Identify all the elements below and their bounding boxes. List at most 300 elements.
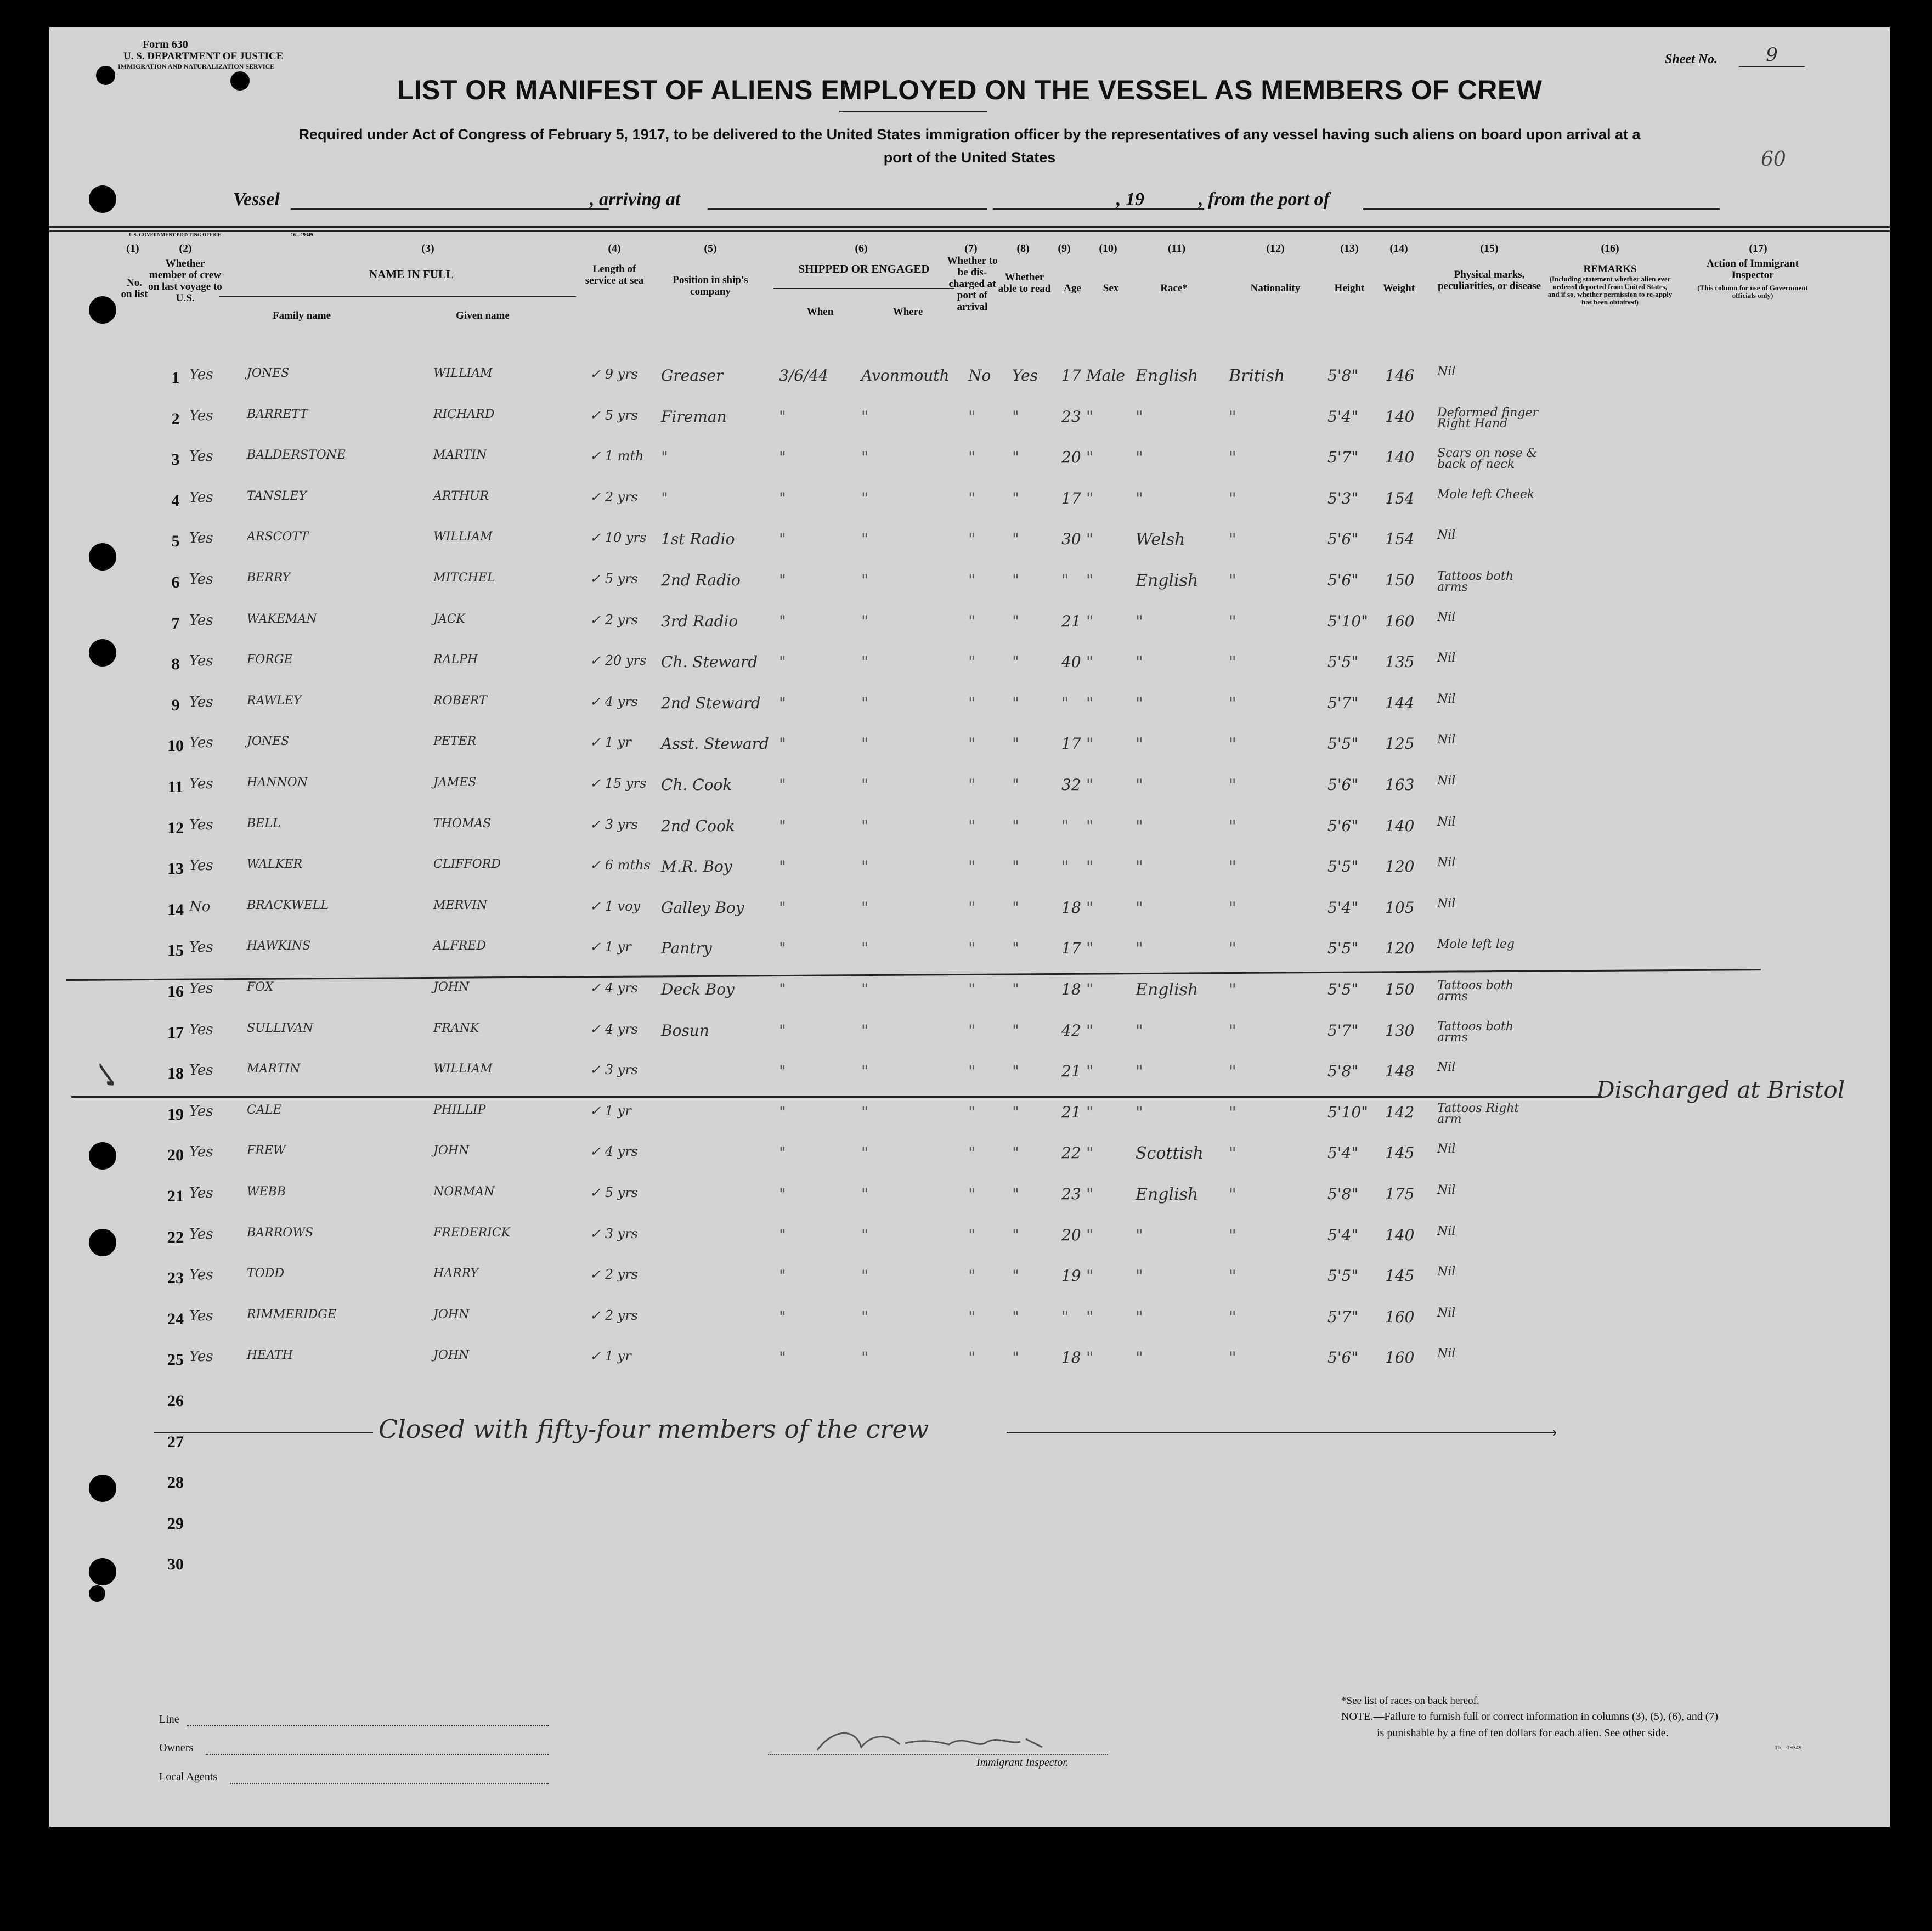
header-shipped-engaged: SHIPPED OR ENGAGED <box>798 262 930 275</box>
row-read: " <box>1012 939 1019 958</box>
row-sex: " <box>1086 653 1093 671</box>
row-number: 5 <box>171 532 180 551</box>
row-physical-marks: Nil <box>1437 1347 1456 1361</box>
row-nationality: " <box>1229 407 1236 427</box>
row-position: Galley Boy <box>661 898 744 917</box>
header-able-to-read: Whether able to read <box>998 272 1051 295</box>
row-physical-marks: Nil <box>1437 610 1456 624</box>
row-when: " <box>779 571 786 589</box>
year-label: , 19 <box>1116 189 1144 210</box>
row-discharged: " <box>968 816 975 835</box>
form-number: Form 630 <box>143 38 188 50</box>
row-race: " <box>1136 776 1143 795</box>
row-family: MARTIN <box>247 1062 301 1076</box>
row-sex: " <box>1086 735 1093 753</box>
row-read: " <box>1012 693 1019 712</box>
margin-scribble: ✓ <box>86 1061 128 1095</box>
row-given: JOHN <box>433 980 470 994</box>
printing-code: 16—19349 <box>291 232 313 238</box>
row-weight: 160 <box>1385 1307 1415 1326</box>
row-position: 2nd Radio <box>661 571 741 589</box>
row-read: " <box>1012 571 1019 589</box>
header-rule <box>49 226 1890 228</box>
col-number: (9) <box>1058 242 1071 255</box>
row-service: ✓ 5 yrs <box>590 407 638 423</box>
row-where: " <box>861 1226 868 1244</box>
row-number: 9 <box>171 696 180 714</box>
row-height: 5'6" <box>1327 816 1359 835</box>
from-port-label: , from the port of <box>1199 189 1330 210</box>
row-discharged: " <box>968 939 975 958</box>
row-discharged: " <box>968 1226 975 1244</box>
row-sex: " <box>1086 980 1093 998</box>
row-family: BELL <box>247 816 281 831</box>
arriving-field[interactable] <box>708 208 987 210</box>
row-member: Yes <box>189 448 213 465</box>
header-member-last-voyage: Whether member of crew on last voyage to U.S. <box>148 258 222 304</box>
row-given: MITCHEL <box>433 571 495 585</box>
inspector-field[interactable] <box>768 1754 1108 1756</box>
row-service: ✓ 4 yrs <box>590 1144 638 1160</box>
row-discharged: " <box>968 776 975 794</box>
row-read: " <box>1012 530 1019 549</box>
row-number: 6 <box>171 573 180 591</box>
closing-rule-left <box>154 1432 373 1433</box>
row-nationality: " <box>1229 1021 1236 1041</box>
row-service: ✓ 3 yrs <box>590 816 638 832</box>
row-given: NORMAN <box>433 1185 495 1199</box>
row-position: 1st Radio <box>661 530 735 549</box>
row-service: ✓ 5 yrs <box>590 1185 638 1200</box>
row-age: 17 <box>1061 735 1081 753</box>
row-member: Yes <box>189 693 213 710</box>
row-family: TANSLEY <box>247 489 307 503</box>
row-number: 22 <box>167 1228 184 1246</box>
row-where: " <box>861 1021 868 1040</box>
row-age: 32 <box>1061 776 1081 794</box>
row-race: " <box>1136 1226 1143 1245</box>
row-sex: " <box>1086 939 1093 958</box>
row-age: " <box>1061 1307 1069 1326</box>
row-discharged: " <box>968 571 975 589</box>
row-read: " <box>1012 489 1019 507</box>
punch-hole <box>89 296 116 324</box>
row-number: 30 <box>167 1555 184 1574</box>
row-given: WILLIAM <box>433 1062 493 1076</box>
row-family: RIMMERIDGE <box>247 1307 336 1322</box>
row-age: 18 <box>1061 898 1081 917</box>
col-number: (5) <box>704 242 717 255</box>
row-sex: " <box>1086 1348 1093 1367</box>
shipped-rule <box>773 288 954 289</box>
row-nationality: " <box>1229 653 1236 673</box>
row-read: " <box>1012 1062 1019 1081</box>
col-number: (10) <box>1099 242 1117 255</box>
header-remarks-note: (Including statement whether alien ever ordered deported from United States, and if so, whether permission to re-apply has been obtained) <box>1547 275 1673 306</box>
row-sex: " <box>1086 776 1093 794</box>
row-number: 1 <box>171 369 180 387</box>
vessel-label: Vessel <box>233 189 280 210</box>
row-family: FORGE <box>247 653 293 667</box>
row-given: JAMES <box>433 776 477 789</box>
row-height: 5'10" <box>1327 612 1369 630</box>
row-where: " <box>861 857 868 876</box>
row-physical-marks: Nil <box>1437 774 1456 788</box>
row-service: ✓ 4 yrs <box>590 980 638 996</box>
row-sex: " <box>1086 898 1093 917</box>
row-number: 15 <box>167 941 184 960</box>
row-family: BRACKWELL <box>247 898 329 912</box>
row-service: ✓ 4 yrs <box>590 1021 638 1037</box>
row-discharged: " <box>968 530 975 549</box>
header-when: When <box>806 306 834 318</box>
row-number: 2 <box>171 409 180 428</box>
row-age: 17 <box>1061 366 1081 385</box>
row-weight: 140 <box>1385 448 1415 467</box>
row-family: WEBB <box>247 1185 286 1199</box>
row-family: SULLIVAN <box>247 1021 314 1035</box>
row-where: " <box>861 939 868 958</box>
header-physical-marks: Physical marks, peculiarities, or disease <box>1437 269 1541 292</box>
row-number: 23 <box>167 1269 184 1288</box>
row-when: " <box>779 1062 786 1081</box>
row-height: 5'4" <box>1327 898 1359 917</box>
row-age: " <box>1061 571 1069 589</box>
row-service: ✓ 5 yrs <box>590 571 638 586</box>
row-read: " <box>1012 448 1019 467</box>
row-service: ✓ 2 yrs <box>590 489 638 505</box>
row-number: 12 <box>167 818 184 837</box>
row-service: ✓ 1 yr <box>590 735 631 750</box>
row-nationality: " <box>1229 1103 1236 1122</box>
row-when: " <box>779 1144 786 1162</box>
service-name: IMMIGRATION AND NATURALIZATION SERVICE <box>118 63 275 70</box>
row-given: JOHN <box>433 1307 470 1322</box>
row-weight: 140 <box>1385 816 1415 835</box>
row-sex: " <box>1086 1144 1093 1162</box>
row-given: MARTIN <box>433 448 487 462</box>
row-where: " <box>861 448 868 467</box>
row-given: RICHARD <box>433 407 495 421</box>
row-given: THOMAS <box>433 816 492 831</box>
row-number: 11 <box>167 778 184 796</box>
row-given: ROBERT <box>433 693 487 708</box>
row-position: Deck Boy <box>661 980 735 998</box>
col-number: (14) <box>1389 242 1408 255</box>
row-weight: 154 <box>1385 489 1415 507</box>
row-when: " <box>779 530 786 549</box>
row-nationality: " <box>1229 1348 1236 1368</box>
row-where: " <box>861 1307 868 1326</box>
races-note: *See list of races on back hereof. <box>1341 1695 1479 1707</box>
header-given-name: Given name <box>456 310 510 321</box>
row-race: Scottish <box>1136 1144 1204 1164</box>
row-nationality: " <box>1229 816 1236 836</box>
row-member: No <box>189 898 211 915</box>
col-number: (6) <box>855 242 868 255</box>
row-sex: " <box>1086 571 1093 589</box>
row-member: Yes <box>189 1185 213 1201</box>
row-given: MERVIN <box>433 898 488 912</box>
row-number: 28 <box>167 1473 184 1492</box>
row-height: 5'5" <box>1327 1267 1359 1285</box>
sheet-label: Sheet No. <box>1665 52 1718 66</box>
row-member: Yes <box>189 1021 213 1038</box>
row-weight: 125 <box>1385 735 1415 753</box>
row-member: Yes <box>189 1307 213 1324</box>
row-member: Yes <box>189 1348 213 1365</box>
row-weight: 120 <box>1385 857 1415 876</box>
row-when: " <box>779 1185 786 1203</box>
row-race: Welsh <box>1136 530 1185 550</box>
row-weight: 163 <box>1385 776 1415 794</box>
from-port-field[interactable] <box>1363 208 1720 210</box>
row-physical-marks: Nil <box>1437 365 1456 379</box>
row-age: 18 <box>1061 980 1081 998</box>
row-position: Fireman <box>661 407 727 426</box>
row-service: ✓ 1 yr <box>590 1348 631 1364</box>
row-weight: 150 <box>1385 980 1415 998</box>
row-position: 3rd Radio <box>661 612 738 630</box>
punch-hole <box>89 1585 105 1602</box>
row-height: 5'3" <box>1327 489 1359 507</box>
header-rule <box>49 230 1890 232</box>
row-race: " <box>1136 1307 1143 1327</box>
col-number: (13) <box>1340 242 1359 255</box>
row-race: " <box>1136 816 1143 836</box>
row-sex: " <box>1086 693 1093 712</box>
row-where: " <box>861 571 868 589</box>
row-sex: " <box>1086 816 1093 835</box>
row-sex: " <box>1086 1185 1093 1203</box>
row-read: " <box>1012 816 1019 835</box>
row-height: 5'10" <box>1327 1103 1369 1121</box>
row-member: Yes <box>189 407 213 424</box>
row-race: " <box>1136 857 1143 877</box>
row-member: Yes <box>189 612 213 629</box>
row-weight: 120 <box>1385 939 1415 958</box>
row-height: 5'4" <box>1327 407 1359 426</box>
arrow-icon: › <box>1552 1424 1557 1439</box>
punch-hole <box>89 543 116 571</box>
row-family: JONES <box>247 366 290 380</box>
row-number: 26 <box>167 1392 184 1410</box>
row-number: 20 <box>167 1146 184 1165</box>
row-discharged: " <box>968 1267 975 1285</box>
row-where: " <box>861 735 868 753</box>
row-when: " <box>779 448 786 467</box>
row-when: " <box>779 735 786 753</box>
row-age: 19 <box>1061 1267 1081 1285</box>
col-number: (16) <box>1601 242 1619 255</box>
row-when: " <box>779 1348 786 1367</box>
row-race: " <box>1136 735 1143 754</box>
local-agents-field[interactable] <box>230 1783 549 1785</box>
row-physical-marks: Nil <box>1437 692 1456 706</box>
row-height: 5'5" <box>1327 653 1359 671</box>
col-number: (17) <box>1749 242 1767 255</box>
row-discharged: " <box>968 1103 975 1121</box>
row-physical-marks: Tattoos both arms <box>1437 979 1513 1003</box>
row-weight: 175 <box>1385 1185 1415 1203</box>
row-member: Yes <box>189 857 213 874</box>
row-age: " <box>1061 816 1069 835</box>
row-service: ✓ 4 yrs <box>590 693 638 709</box>
row-member: Yes <box>189 571 213 588</box>
row-family: HEATH <box>247 1348 293 1363</box>
row-age: 22 <box>1061 1144 1081 1162</box>
title-underline <box>839 111 987 112</box>
row-service: ✓ 3 yrs <box>590 1062 638 1078</box>
header-sex: Sex <box>1103 283 1119 294</box>
row-when: " <box>779 489 786 507</box>
row-family: CALE <box>247 1103 282 1117</box>
row-where: " <box>861 1185 868 1203</box>
row-position: Bosun <box>661 1021 709 1040</box>
row-discharged: No <box>968 366 991 385</box>
row-when: " <box>779 1021 786 1040</box>
row-physical-marks: Nil <box>1437 1306 1456 1320</box>
row-read: " <box>1012 1103 1019 1121</box>
row-weight: 160 <box>1385 1348 1415 1367</box>
row-where: " <box>861 816 868 835</box>
row-position: " <box>661 448 668 467</box>
row-member: Yes <box>189 1267 213 1284</box>
owners-field[interactable] <box>206 1754 549 1755</box>
row-age: 18 <box>1061 1348 1081 1367</box>
department-name: U. S. DEPARTMENT OF JUSTICE <box>123 50 284 62</box>
row-read: " <box>1012 1021 1019 1040</box>
page-title: LIST OR MANIFEST OF ALIENS EMPLOYED ON THE VESSEL AS MEMBERS OF CREW <box>397 75 1543 105</box>
row-member: Yes <box>189 1103 213 1120</box>
vessel-field[interactable] <box>291 208 609 210</box>
row-weight: 145 <box>1385 1144 1415 1162</box>
row-number: 21 <box>167 1187 184 1205</box>
row-nationality: " <box>1229 693 1236 713</box>
row-nationality: " <box>1229 857 1236 877</box>
row-family: HANNON <box>247 776 308 789</box>
row-read: " <box>1012 1267 1019 1285</box>
row-height: 5'5" <box>1327 980 1359 998</box>
row-where: " <box>861 612 868 630</box>
row-family: WAKEMAN <box>247 612 317 626</box>
row-nationality: " <box>1229 612 1236 631</box>
row-discharged: " <box>968 448 975 467</box>
row-age: 23 <box>1061 1185 1081 1203</box>
row-family: BARROWS <box>247 1226 313 1240</box>
row-read: " <box>1012 1144 1019 1162</box>
row-physical-marks: Nil <box>1437 1224 1456 1238</box>
row-age: 40 <box>1061 653 1081 671</box>
row-discharged: " <box>968 857 975 876</box>
row-weight: 154 <box>1385 530 1415 549</box>
row-race: English <box>1136 1185 1199 1204</box>
row-member: Yes <box>189 366 213 383</box>
row-number: 25 <box>167 1351 184 1369</box>
row-physical-marks: Mole left leg <box>1437 938 1515 952</box>
header-nationality: Nationality <box>1250 283 1301 294</box>
row-number: 8 <box>171 655 180 674</box>
strike-line-row-18 <box>71 1096 1602 1098</box>
row-age: 21 <box>1061 612 1081 630</box>
row-age: 21 <box>1061 1103 1081 1121</box>
row-sex: " <box>1086 1021 1093 1040</box>
header-no-on-list: No. on list <box>121 277 148 300</box>
row-when: " <box>779 1307 786 1326</box>
row-physical-marks: Nil <box>1437 815 1456 829</box>
row-when: " <box>779 693 786 712</box>
row-physical-marks: Scars on nose & back of neck <box>1437 447 1538 472</box>
header-name-in-full: NAME IN FULL <box>369 268 454 281</box>
header-where: Where <box>892 306 923 318</box>
row-height: 5'7" <box>1327 693 1359 712</box>
date-field[interactable] <box>993 208 1179 210</box>
closing-rule-right <box>1007 1432 1555 1433</box>
row-sex: " <box>1086 407 1093 426</box>
manifest-sheet <box>49 27 1890 1827</box>
row-position: Ch. Steward <box>661 653 758 671</box>
row-given: WILLIAM <box>433 530 493 544</box>
row-height: 5'7" <box>1327 1021 1359 1040</box>
penalty-note-1: NOTE.—Failure to furnish full or correct information in columns (3), (5), (6), and (7) <box>1341 1710 1719 1723</box>
closing-annotation: Closed with fifty-four members of the crew <box>379 1414 929 1444</box>
row-given: HARRY <box>433 1267 479 1281</box>
punch-hole <box>89 1475 116 1502</box>
header-action-note: (This column for use of Government officials only) <box>1697 284 1808 300</box>
row-physical-marks: Nil <box>1437 1142 1456 1156</box>
header-discharged: Whether to be dis- charged at port of arrival <box>947 255 998 313</box>
header-action-inspector: Action of Immigrant Inspector <box>1707 258 1799 281</box>
row-family: HAWKINS <box>247 939 311 953</box>
row-physical-marks: Tattoos both arms <box>1437 569 1513 594</box>
row-read: " <box>1012 776 1019 794</box>
local-agents-label: Local Agents <box>159 1771 218 1783</box>
row-where: " <box>861 693 868 712</box>
row-when: " <box>779 612 786 630</box>
row-read: " <box>1012 1226 1019 1244</box>
row-sex: " <box>1086 530 1093 549</box>
inspector-label: Immigrant Inspector. <box>976 1757 1069 1769</box>
row-where: " <box>861 776 868 794</box>
col-number: (11) <box>1167 242 1186 255</box>
row-height: 5'5" <box>1327 735 1359 753</box>
row-service: ✓ 1 voy <box>590 898 641 914</box>
row-height: 5'6" <box>1327 571 1359 589</box>
row-physical-marks: Nil <box>1437 896 1456 911</box>
row-age: 20 <box>1061 448 1081 467</box>
row-where: " <box>861 1348 868 1367</box>
row-where: " <box>861 489 868 507</box>
row-family: WALKER <box>247 857 303 872</box>
row-service: ✓ 10 yrs <box>590 530 647 546</box>
row-weight: 148 <box>1385 1062 1415 1081</box>
row-family: RAWLEY <box>247 693 302 708</box>
row-nationality: " <box>1229 776 1236 795</box>
row-height: 5'5" <box>1327 939 1359 958</box>
row-weight: 146 <box>1385 366 1415 385</box>
row-number: 24 <box>167 1309 184 1328</box>
subtitle-line-1: Required under Act of Congress of February 5, 1917, to be delivered to the United States immigration officer by the representatives of any vessel having such aliens on board upon arrival at a <box>298 126 1641 143</box>
row-discharged: " <box>968 693 975 712</box>
line-field[interactable] <box>187 1725 549 1727</box>
arriving-label: , arriving at <box>590 189 681 210</box>
row-when: " <box>779 1226 786 1244</box>
row-height: 5'4" <box>1327 1144 1359 1162</box>
line-label: Line <box>159 1713 179 1725</box>
row-height: 5'8" <box>1327 1185 1359 1203</box>
row-race: English <box>1136 571 1199 590</box>
row-race: " <box>1136 898 1143 918</box>
